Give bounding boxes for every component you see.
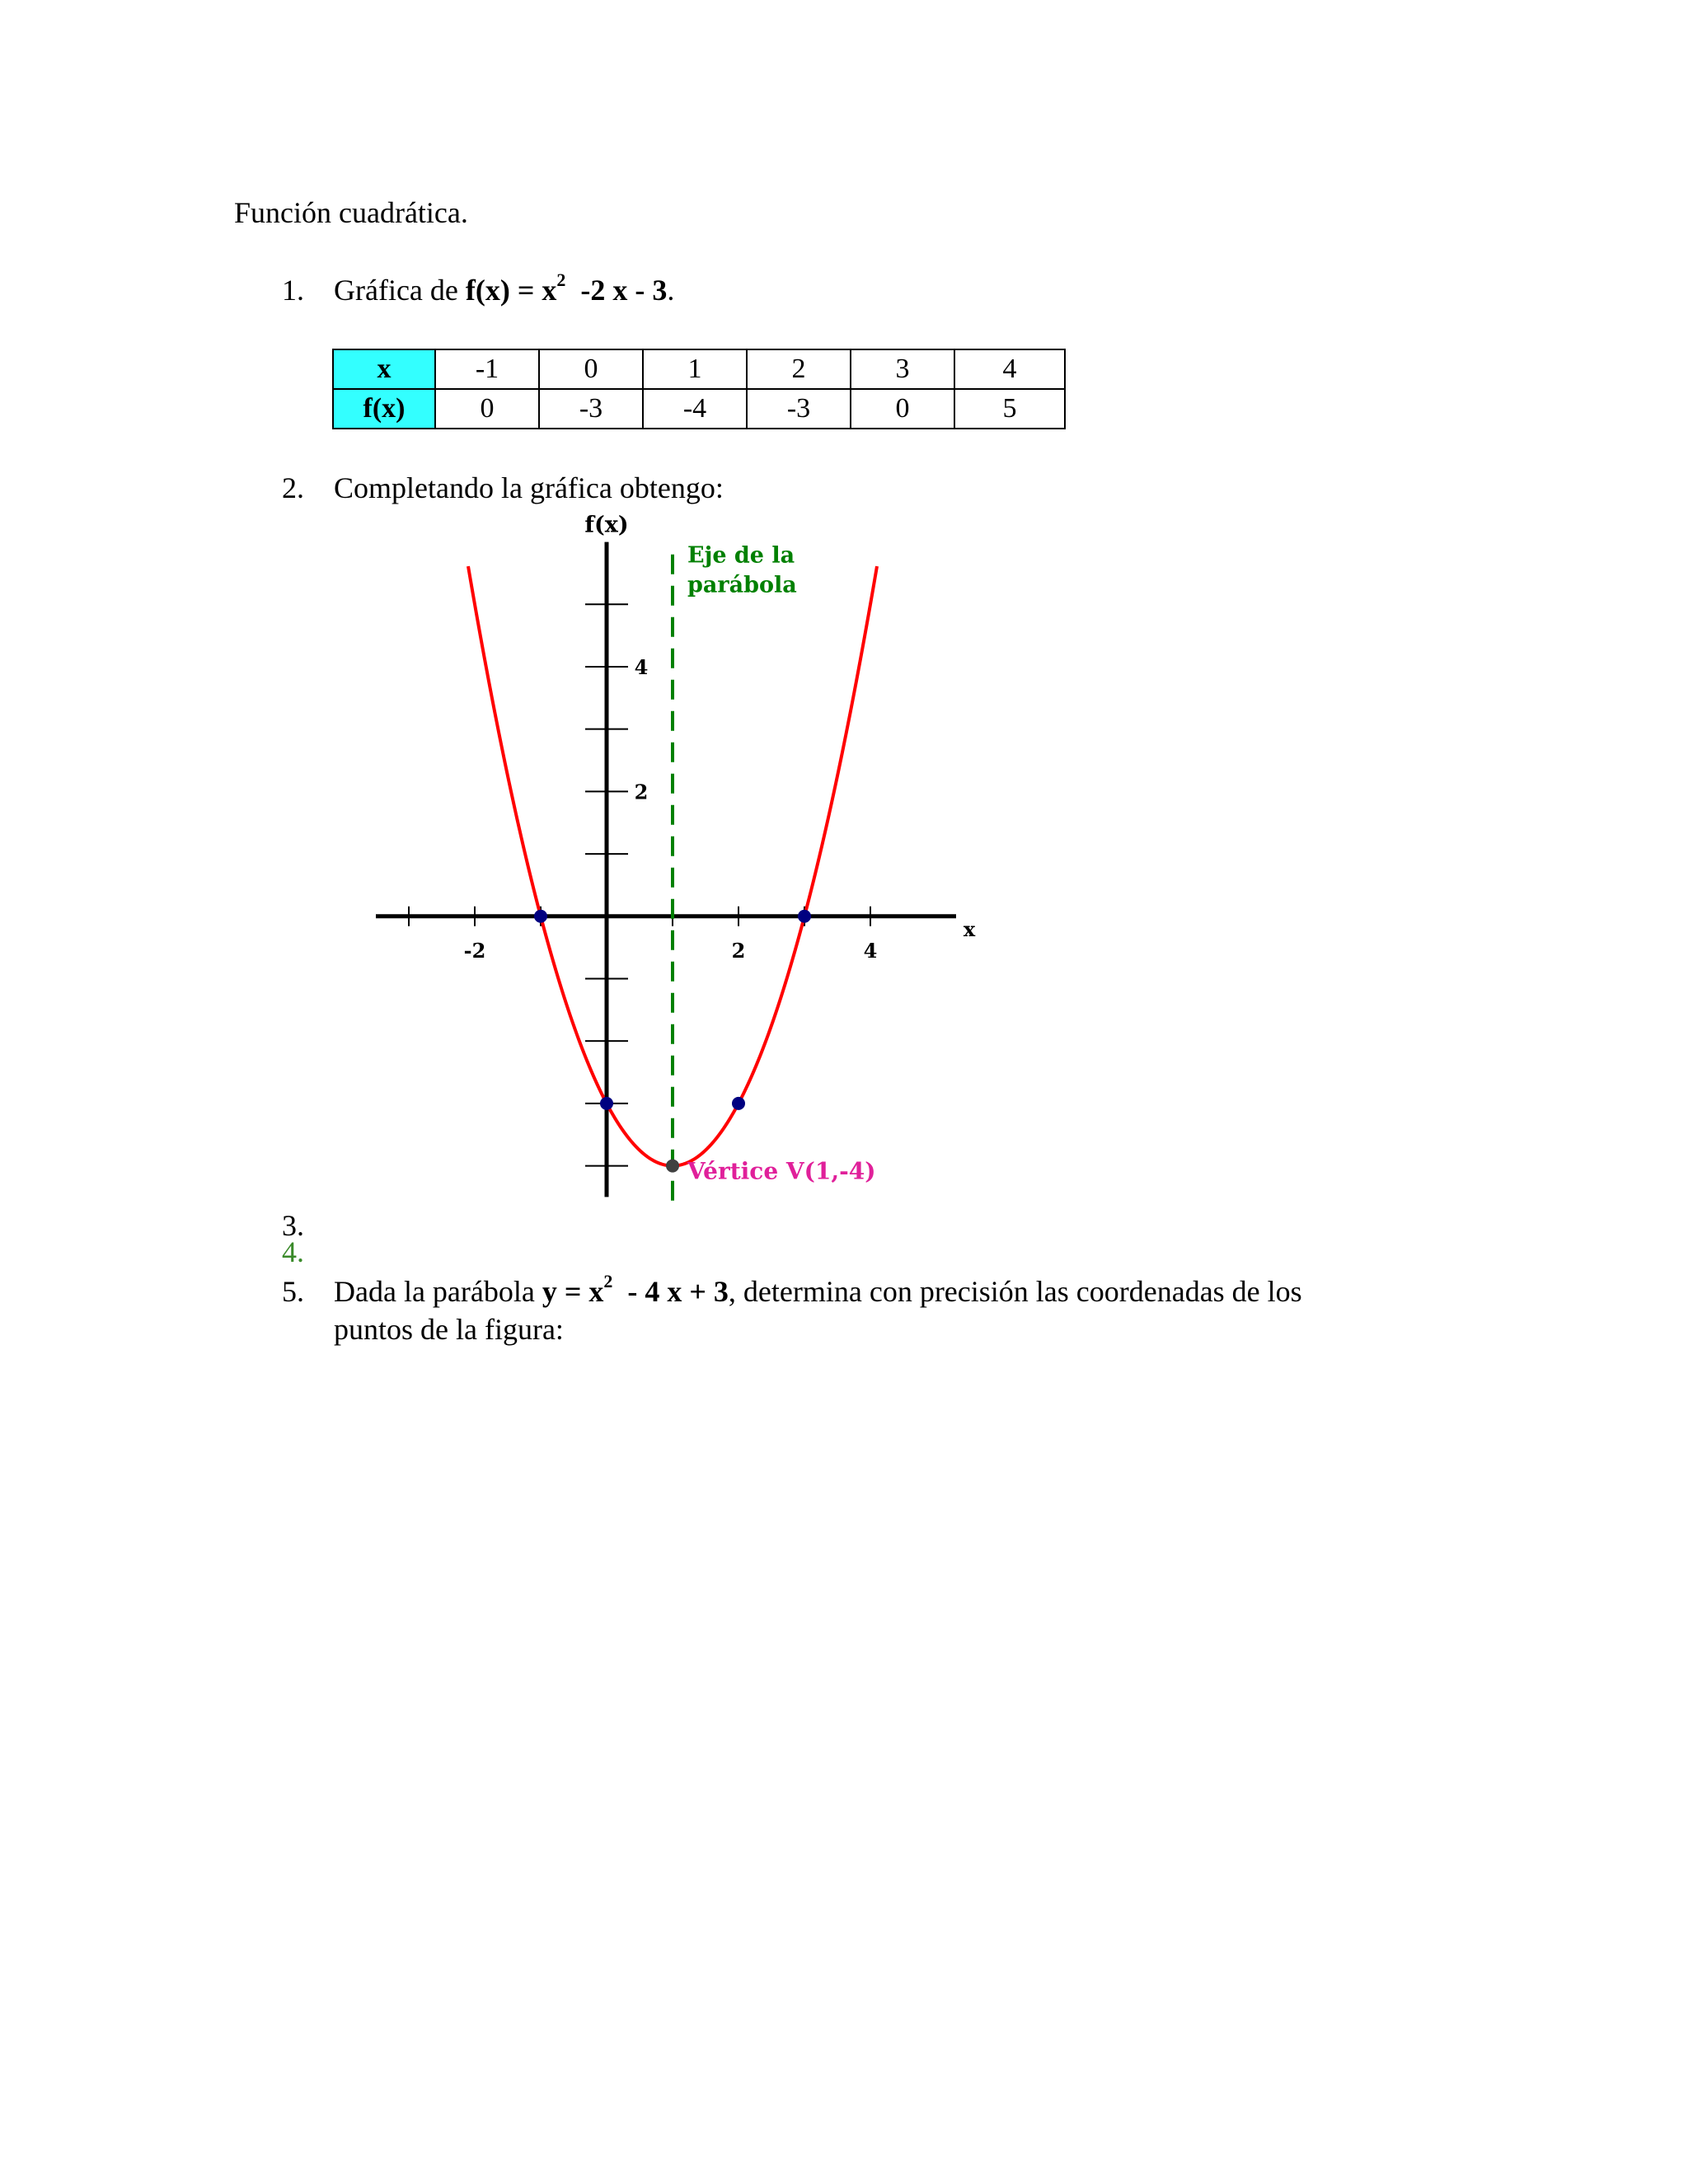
y-tick-label: 2 <box>634 780 649 804</box>
item-5-text <box>334 1271 1302 1309</box>
table-cell: 0 <box>539 349 643 389</box>
data-point <box>534 910 547 923</box>
item-1-number: 1. <box>282 274 304 307</box>
item-4-number: 4. <box>282 1235 304 1268</box>
table-row-x <box>333 349 1065 389</box>
item-5-exponent: 2 <box>603 1271 613 1291</box>
value-table <box>332 349 1066 429</box>
axis-of-symmetry-label: parábola <box>687 572 797 598</box>
item-1-rest: -2 x - 3 <box>580 274 668 307</box>
table-cell: -3 <box>539 389 643 429</box>
item-5-prefix: Dada la parábola <box>334 1275 542 1308</box>
table-cell: 0 <box>851 389 954 429</box>
document-title: Función cuadrática. <box>234 196 468 229</box>
x-tick-label: 2 <box>731 938 746 963</box>
vertex-point <box>666 1160 679 1173</box>
axis-of-symmetry-label: Eje de la <box>687 542 795 569</box>
data-point <box>600 1097 613 1110</box>
x-axis-label: x <box>963 916 976 941</box>
vertex-label: Vértice V(1,-4) <box>687 1157 876 1185</box>
table-cell: 4 <box>954 349 1065 389</box>
data-point <box>732 1097 745 1110</box>
table-cell: 1 <box>643 349 747 389</box>
item-5-rest: , determina con precisión las coordenadas de los <box>728 1275 1302 1308</box>
item-5-line2: puntos de la figura: <box>334 1313 564 1346</box>
item-5-eq-right: - 4 x + 3 <box>620 1275 729 1308</box>
x-tick-label: -2 <box>463 938 486 963</box>
item-1-prefix: Gráfica de <box>334 274 466 307</box>
item-5-eq-left: y = x <box>542 1275 604 1308</box>
item-2-number: 2. <box>282 471 304 504</box>
item-1-text <box>334 269 675 307</box>
item-1-fx: f(x) = <box>465 274 542 307</box>
table-cell: -3 <box>747 389 851 429</box>
table-head-x: x <box>333 349 435 389</box>
parabola-graph <box>363 512 976 1203</box>
table-cell: 3 <box>851 349 954 389</box>
item-3-number: 3. <box>282 1209 304 1242</box>
y-axis-label: f(x) <box>584 512 629 538</box>
y-tick-label: 4 <box>634 654 649 679</box>
item-5-number: 5. <box>282 1275 304 1308</box>
item-2-text: Completando la gráfica obtengo: <box>334 471 724 504</box>
table-cell: 2 <box>747 349 851 389</box>
table-cell: -4 <box>643 389 747 429</box>
item-1-exponent: 2 <box>556 269 566 290</box>
table-row-fx <box>333 389 1065 429</box>
table-head-fx: f(x) <box>333 389 435 429</box>
item-1-x: x <box>542 274 557 307</box>
item-1-end: . <box>667 274 675 307</box>
x-tick-label: 4 <box>863 938 878 963</box>
table-cell: -1 <box>435 349 539 389</box>
table-cell: 5 <box>954 389 1065 429</box>
data-point <box>798 910 811 923</box>
table-cell: 0 <box>435 389 539 429</box>
